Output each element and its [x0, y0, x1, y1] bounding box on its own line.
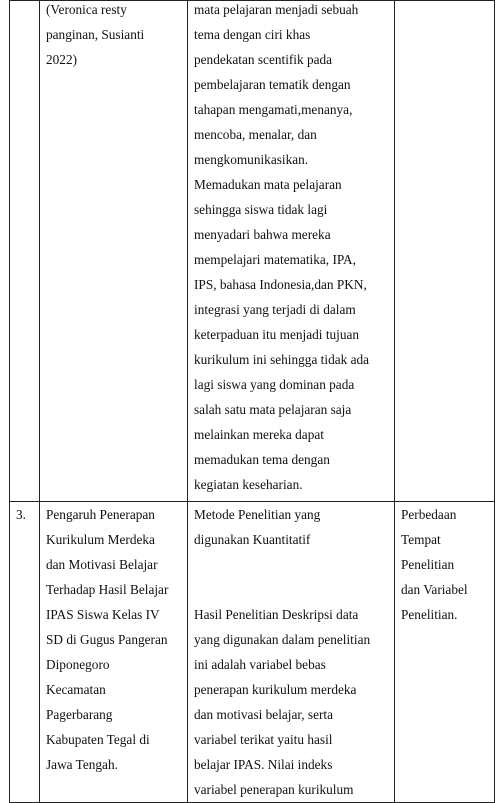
difference-cell [395, 502, 495, 803]
table-row [10, 502, 495, 803]
study-result-cell [188, 1, 395, 502]
study-result: Metode Penelitian yang digunakan Kuantitatif Hasil Penelitian Deskripsi data yang digunakan dalam penelitian ini adalah variabel bebas penerapan kurikulum merdeka dan motivasi belajar, serta variabel terikat yaitu hasil belajar IPAS. Nilai indeks variabel penerapan kurikulum [194, 507, 371, 797]
row-number: 3. [16, 507, 26, 522]
literature-review-table [9, 0, 495, 803]
study-title-cell [40, 1, 188, 502]
row-number-cell [10, 502, 40, 803]
study-difference: Perbedaan Tempat Penelitian dan Variabel Penelitian. [401, 507, 468, 622]
study-title: (Veronica resty panginan, Susianti 2022) [46, 2, 145, 67]
difference-cell [395, 1, 495, 502]
study-title-cell [40, 502, 188, 803]
table-row [10, 1, 495, 502]
study-result-cell [188, 502, 395, 803]
study-result: mata pelajaran menjadi sebuah tema dengan ciri khas pendekatan scentifik pada pembelajaran tematik dengan tahapan mengamati,menanya, mencoba, menalar, dan mengkomunikasikan. Memadukan mata pelajaran sehingga siswa tidak lagi menyadari bahwa mereka mempelajari matematika, IPA, IPS, bahasa Indonesia,dan PKN, integrasi yang terjadi di dalam keterpaduan itu menjadi tujuan kurikulum ini sehingga tidak ada lagi siswa yang dominan pada salah satu mata pelajaran saja melainkan mereka dapat memadukan tema dengan kegiatan keseharian. [194, 2, 370, 492]
row-number-cell [10, 1, 40, 502]
study-title: Pengaruh Penerapan Kurikulum Merdeka dan Motivasi Belajar Terhadap Hasil Belajar IPAS Siswa Kelas IV SD di Gugus Pangeran Diponegoro Kecamatan Pagerbarang Kabupaten Tegal di Jawa Tengah. [46, 507, 169, 772]
